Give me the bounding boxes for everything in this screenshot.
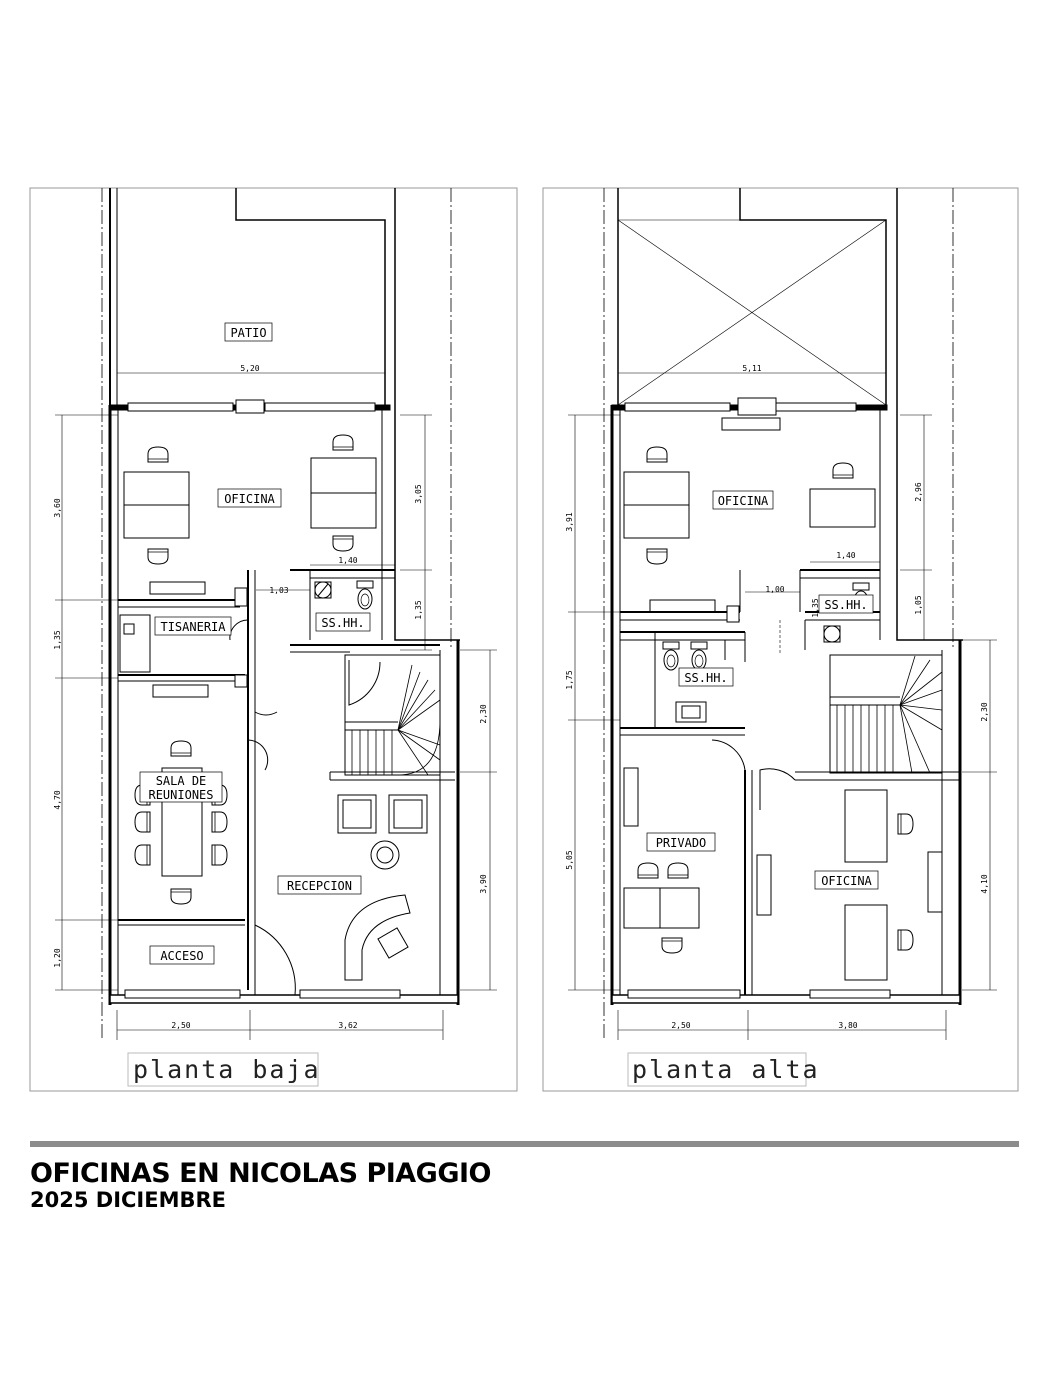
dim-r2: 1,35 [414, 600, 423, 620]
dim-l4: 1,20 [53, 948, 62, 968]
plan-title-alta: planta alta [632, 1055, 820, 1084]
room-label-sshh-alta-1: SS.HH. [824, 598, 868, 612]
dim-1-35-alta: 1,35 [811, 598, 820, 618]
room-label-sala-line1: SALA DE [155, 774, 207, 788]
footer-rule [30, 1141, 1019, 1147]
room-label-oficina-alta: OFICINA [717, 494, 769, 508]
dim-1-03: 1,03 [269, 586, 289, 595]
sheet-title: OFICINAS EN NICOLAS PIAGGIO [30, 1158, 491, 1189]
sheet-subtitle: 2025 DICIEMBRE [30, 1188, 226, 1212]
dim-1-00: 1,00 [765, 585, 785, 594]
dim-b2: 3,62 [338, 1021, 358, 1030]
planta-baja-plan [30, 188, 517, 1091]
room-label-oficina-alta-2: OFICINA [821, 874, 872, 888]
dim-l2-alta: 1,75 [565, 670, 574, 690]
dim-b1-alta: 2,50 [671, 1021, 691, 1030]
dim-1-40: 1,40 [338, 556, 358, 565]
dim-l2: 1,35 [53, 630, 62, 650]
dim-b1: 2,50 [171, 1021, 191, 1030]
plan-title-baja: planta baja [133, 1055, 321, 1084]
dim-top: 5,20 [240, 364, 260, 373]
planta-alta-plan [543, 188, 1018, 1091]
dim-b2-alta: 3,80 [838, 1021, 858, 1030]
dim-r4-alta: 4,10 [980, 874, 989, 894]
dim-r1: 3,05 [414, 484, 423, 504]
room-label-recepcion: RECEPCION [286, 879, 353, 893]
dim-1-40-alta: 1,40 [836, 551, 856, 560]
room-label-privado: PRIVADO [655, 836, 707, 850]
room-label-oficina: OFICINA [224, 492, 275, 506]
room-label-sala-line2: REUNIONES [148, 788, 214, 802]
dim-l1: 3,60 [53, 498, 62, 518]
room-label-patio: PATIO [230, 326, 267, 340]
dim-l3-alta: 5,05 [565, 850, 574, 870]
dim-r3-alta: 2,30 [980, 702, 989, 722]
dim-top-alta: 5,11 [742, 364, 762, 373]
room-label-acceso: ACCESO [160, 949, 204, 963]
dim-r1-alta: 2,96 [914, 482, 923, 502]
dim-l3: 4,70 [53, 790, 62, 810]
dim-l1-alta: 3,91 [565, 512, 574, 532]
room-label-sshh-alta-2: SS.HH. [684, 671, 728, 685]
room-label-sshh: SS.HH. [321, 616, 365, 630]
room-label-tisaneria: TISANERIA [160, 620, 226, 634]
dim-r4: 3,90 [479, 874, 488, 894]
dim-r3: 2,30 [479, 704, 488, 724]
dim-r2-alta: 1,05 [914, 595, 923, 615]
